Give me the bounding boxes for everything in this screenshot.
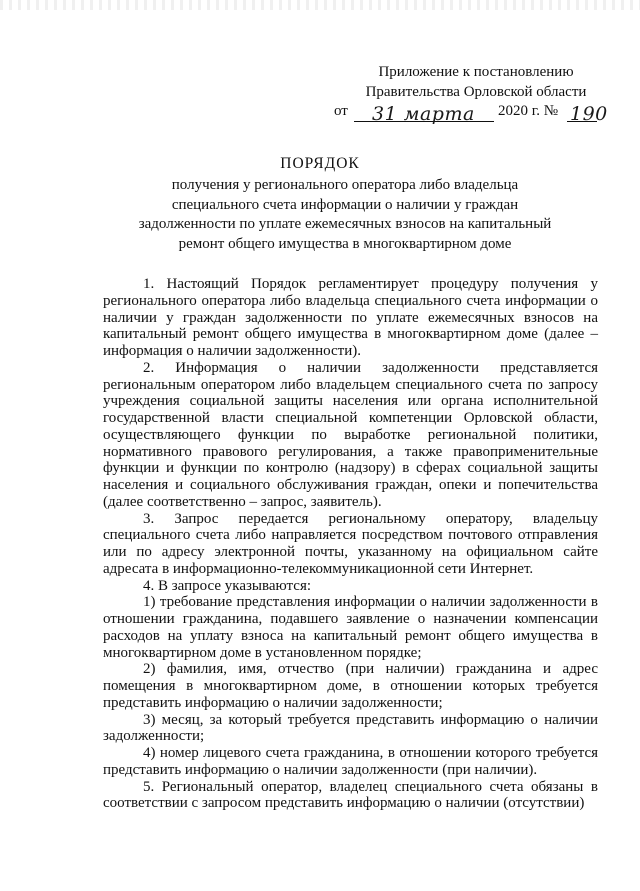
date-prefix: от	[334, 103, 348, 119]
paragraph-4-item-3: 3) месяц, за который требуется представить информацию о наличии задолженности;	[103, 711, 598, 745]
paragraph-4-item-2: 2) фамилия, имя, отчество (при наличии) гражданина и адрес помещения в многоквартирном доме, в отношении которых требуется представить информацию о наличии задолженности;	[103, 661, 598, 711]
appendix-header	[326, 62, 626, 102]
document-title: ПОРЯДОК	[280, 155, 360, 172]
paragraph-4-item-4: 4) номер лицевого счета гражданина, в отношении которого требуется представить информацию о наличии задолженности (при наличии).	[103, 745, 598, 778]
paragraph-5: 5. Региональный оператор, владелец специального счета обязаны в соответствии с запросом представить информацию о наличии (отсутствии)	[103, 778, 598, 812]
document-body	[103, 276, 598, 812]
year-text: 2020 г. №	[498, 103, 559, 119]
document-subtitle: получения у регионального оператора либо владельца специального счета информации о наличии у граждан задолженности по уплате ежемесячных взносов на капитальный ремонт общего имущества в многоквартирном доме	[138, 177, 552, 252]
handwritten-number: 190	[570, 103, 608, 125]
paragraph-3: 3. Запрос передается региональному оператору, владельцу специального счета либо направляется посредством почтового отправления или по адресу электронной почты, указанному на официальном сайте адресата в информационно-телекоммуникационной сети Интернет.	[103, 510, 598, 577]
scan-edge-artifact	[0, 0, 640, 10]
appendix-line-2: Правительства Орловской области	[365, 84, 587, 100]
appendix-line-1: Приложение к постановлению	[378, 64, 574, 80]
paragraph-2: 2. Информация о наличии задолженности представляется региональным оператором либо владельцем специального счета по запросу учреждения социальной защиты населения или органа исполнительной государственной власти специальной компетенции Орловской области, осуществляющего функции по выработке региональной политики, нормативного правового регулирования, а также правоприменительные функции и функции по контролю (надзору) в сферах социальной защиты населения и социального обслуживания граждан, опеки и попечительства (далее соответственно – запрос, заявитель).	[103, 359, 598, 510]
paragraph-4-item-1: 1) требование представления информации о наличии задолженности в отношении гражданина, подавшего заявление о назначении компенсации расходов на уплату взноса на капитальный ремонт общего имущества в многоквартирном доме в установленном порядке;	[103, 594, 598, 661]
paragraph-4: 4. В запросе указываются:	[143, 577, 312, 594]
paragraph-1: 1. Настоящий Порядок регламентирует процедуру получения у регионального оператора либо владельца специального счета информации о наличии у граждан задолженности по уплате ежемесячных взносов на капитальный ремонт общего имущества в многоквартирном доме (далее – информация о наличии задолженности).	[103, 276, 598, 359]
appendix-date-row	[334, 103, 634, 125]
handwritten-date: 31 марта	[372, 103, 475, 125]
